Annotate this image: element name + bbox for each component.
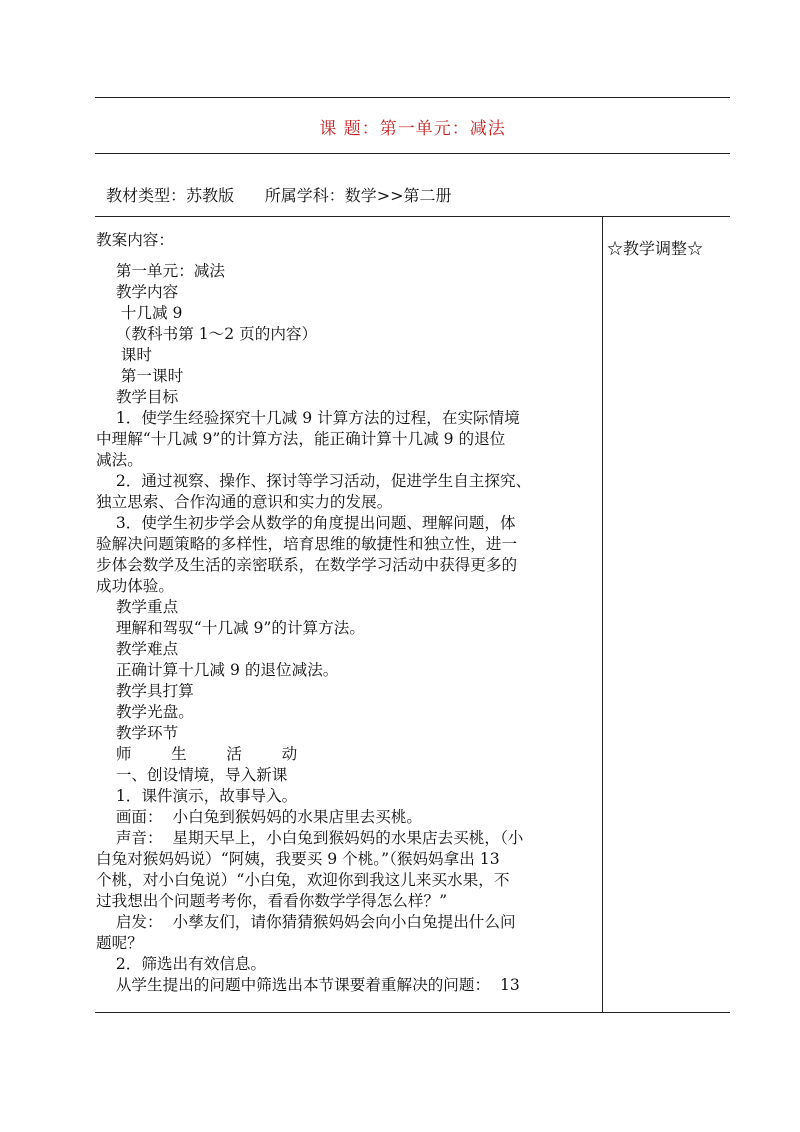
content-line: 画面： 小白兔到猴妈妈的水果店里去买桃。	[96, 808, 423, 826]
content-line: 1．课件演示，故事导入。	[96, 787, 298, 805]
content-line: 教学重点	[96, 598, 179, 616]
content-line: 教学内容	[96, 283, 179, 301]
content-line: 2．通过视察、操作、探讨等学习活动，促进学生自主探究、	[96, 472, 532, 490]
content-line: 个桃，对小白兔说）“小白兔，欢迎你到我这儿来买水果，不	[96, 871, 510, 889]
content-line: 启发： 小孳友们，请你猜猜猴妈妈会向小白兔提出什么问	[96, 913, 516, 931]
lesson-content	[96, 230, 601, 996]
content-line: 步体会数学及生活的亲密联系，在数学学习活动中获得更多的	[96, 556, 518, 574]
table-divider	[602, 216, 603, 1012]
content-line: 从学生提出的问题中筛选出本节课要着重解决的问题： 13	[96, 976, 520, 994]
title-rule	[95, 153, 730, 154]
content-line: 教学难点	[96, 640, 179, 658]
content-line: 正确计算十几减 9 的退位减法。	[96, 661, 339, 679]
table-bottom-rule	[95, 1012, 730, 1013]
content-line: 独立思索、合作沟通的意识和实力的发展。	[96, 493, 393, 511]
content-line: 验解决问题策略的多样性，培育思维的敏捷性和独立性，进一	[96, 535, 518, 553]
content-line: 白兔对猴妈妈说）“阿姨，我要买 9 个桃。”（猴妈妈拿出 13	[96, 850, 500, 868]
table-top-rule	[95, 216, 730, 217]
content-line: 1．使学生经验探究十几减 9 计算方法的过程，在实际情境	[96, 409, 520, 427]
page-title: 课 题：第一单元：减法	[319, 119, 506, 139]
content-line: 过我想出个问题考考你，看看你数学学得怎么样？”	[96, 892, 448, 910]
subject: 所属学科：数学>>第二册	[264, 186, 452, 205]
content-line: 教学环节	[96, 724, 179, 742]
content-line: 教学目标	[96, 388, 179, 406]
content-line: 理解和驾驭“十几减 9”的计算方法。	[96, 619, 365, 637]
content-line: 减法。	[96, 451, 143, 469]
content-line: （教科书第 1～2 页的内容）	[96, 325, 318, 343]
content-line: 成功体验。	[96, 577, 174, 595]
meta-line	[96, 164, 452, 206]
content-line: 2．筛选出有效信息。	[96, 955, 267, 973]
content-line: 3．使学生初步学会从数学的角度提出问题、理解问题，体	[96, 514, 516, 532]
content-line: 题呢？	[96, 934, 143, 952]
content-line: 声音： 星期天早上，小白兔到猴妈妈的水果店去买桃，（小	[96, 829, 524, 847]
content-line: 第一课时	[96, 367, 184, 385]
content-lines	[96, 261, 601, 996]
content-line: 中理解“十几减 9”的计算方法，能正确计算十几减 9 的退位	[96, 430, 506, 448]
content-line: 第一单元：减法	[96, 262, 225, 280]
content-line: 师 生 活 动	[96, 745, 298, 763]
content-line: 教学光盘。	[96, 703, 194, 721]
content-heading: 教案内容：	[96, 231, 174, 249]
top-rule	[95, 97, 730, 98]
content-line: 一、创设情境，导入新课	[96, 766, 288, 784]
material-type: 教材类型：苏教版	[106, 186, 235, 205]
content-line: 课时	[96, 346, 152, 364]
content-line: 教学具打算	[96, 682, 194, 700]
teaching-adjustment-header: ☆教学调整☆	[607, 239, 704, 258]
content-line: 十几减 9	[96, 304, 183, 322]
